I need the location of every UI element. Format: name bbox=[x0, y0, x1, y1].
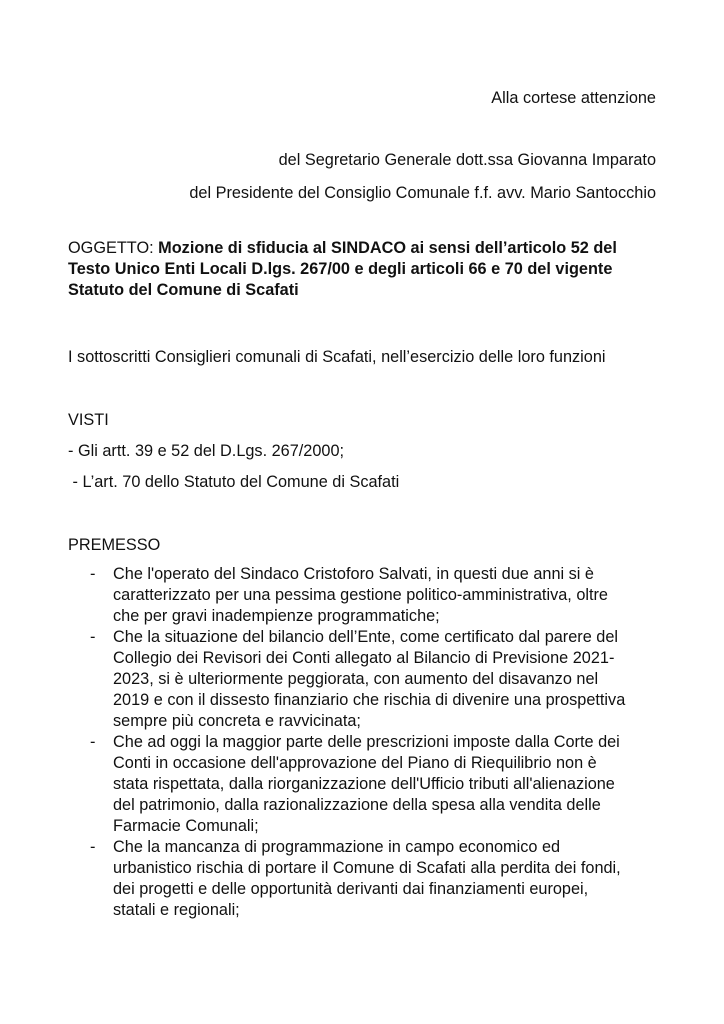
list-item-line: Che la mancanza di programmazione in campo economico ed bbox=[113, 838, 561, 856]
subject-line-3: Statuto del Comune di Scafati bbox=[68, 281, 299, 299]
list-item-line: Che l'operato del Sindaco Cristoforo Salvati, in questi due anni si è bbox=[113, 565, 594, 583]
list-item-line: dei progetti e delle opportunità derivanti dai finanziamenti europei, bbox=[113, 880, 589, 898]
list-item-line: sempre più concreta e ravvicinata; bbox=[113, 712, 361, 730]
premesso-heading: PREMESSO bbox=[68, 536, 161, 554]
list-item-line: Farmacie Comunali; bbox=[113, 817, 259, 835]
list-item-line: caratterizzato per una pessima gestione politico-amministrativa, oltre bbox=[113, 586, 608, 604]
list-item-line: Conti in occasione dell'approvazione del Piano di Riequilibrio non è bbox=[113, 754, 597, 772]
list-item-line: Che ad oggi la maggior parte delle prescrizioni imposte dalla Corte dei bbox=[113, 733, 620, 751]
list-bullet: - bbox=[90, 565, 96, 583]
recipient-secretary: del Segretario Generale dott.ssa Giovanna Imparato bbox=[278, 151, 656, 169]
list-item-line: del patrimonio, dalla razionalizzazione della spesa alla vendita delle bbox=[113, 796, 601, 814]
visti-item: - Gli artt. 39 e 52 del D.Lgs. 267/2000; bbox=[68, 442, 345, 460]
visti-item: - L’art. 70 dello Statuto del Comune di Scafati bbox=[68, 473, 400, 491]
subject-label: OGGETTO: bbox=[68, 239, 154, 257]
list-item bbox=[113, 564, 673, 627]
list-item-line: che per gravi inadempienze programmatiche; bbox=[113, 607, 440, 625]
list-item-line: stata rispettata, dalla riorganizzazione dell'Ufficio tributi all'alienazione bbox=[113, 775, 615, 793]
subject-text: Mozione di sfiducia al SINDACO ai sensi dell’articolo 52 del bbox=[158, 239, 617, 257]
list-item bbox=[113, 627, 673, 732]
subject-line-1 bbox=[68, 238, 617, 258]
recipients-heading: Alla cortese attenzione bbox=[491, 89, 656, 107]
recipient-president: del Presidente del Consiglio Comunale f.f. avv. Mario Santocchio bbox=[189, 184, 656, 202]
list-bullet: - bbox=[90, 838, 96, 856]
list-item bbox=[113, 837, 673, 921]
list-item-line: statali e regionali; bbox=[113, 901, 240, 919]
list-item-line: 2019 e con il dissesto finanziario che rischia di divenire una prospettiva bbox=[113, 691, 626, 709]
list-item-line: Che la situazione del bilancio dell’Ente, come certificato dal parere del bbox=[113, 628, 619, 646]
subject-line-2: Testo Unico Enti Locali D.lgs. 267/00 e degli articoli 66 e 70 del vigente bbox=[68, 260, 613, 278]
list-bullet: - bbox=[90, 628, 96, 646]
list-item-line: Collegio dei Revisori dei Conti allegato al Bilancio di Previsione 2021- bbox=[113, 649, 615, 667]
visti-heading: VISTI bbox=[68, 411, 109, 429]
list-item bbox=[113, 732, 673, 837]
intro-paragraph: I sottoscritti Consiglieri comunali di Scafati, nell’esercizio delle loro funzioni bbox=[68, 348, 606, 366]
list-bullet: - bbox=[90, 733, 96, 751]
list-item-line: urbanistico rischia di portare il Comune di Scafati alla perdita dei fondi, bbox=[113, 859, 621, 877]
list-item-line: 2023, si è ulteriormente peggiorata, con aumento del disavanzo nel bbox=[113, 670, 599, 688]
